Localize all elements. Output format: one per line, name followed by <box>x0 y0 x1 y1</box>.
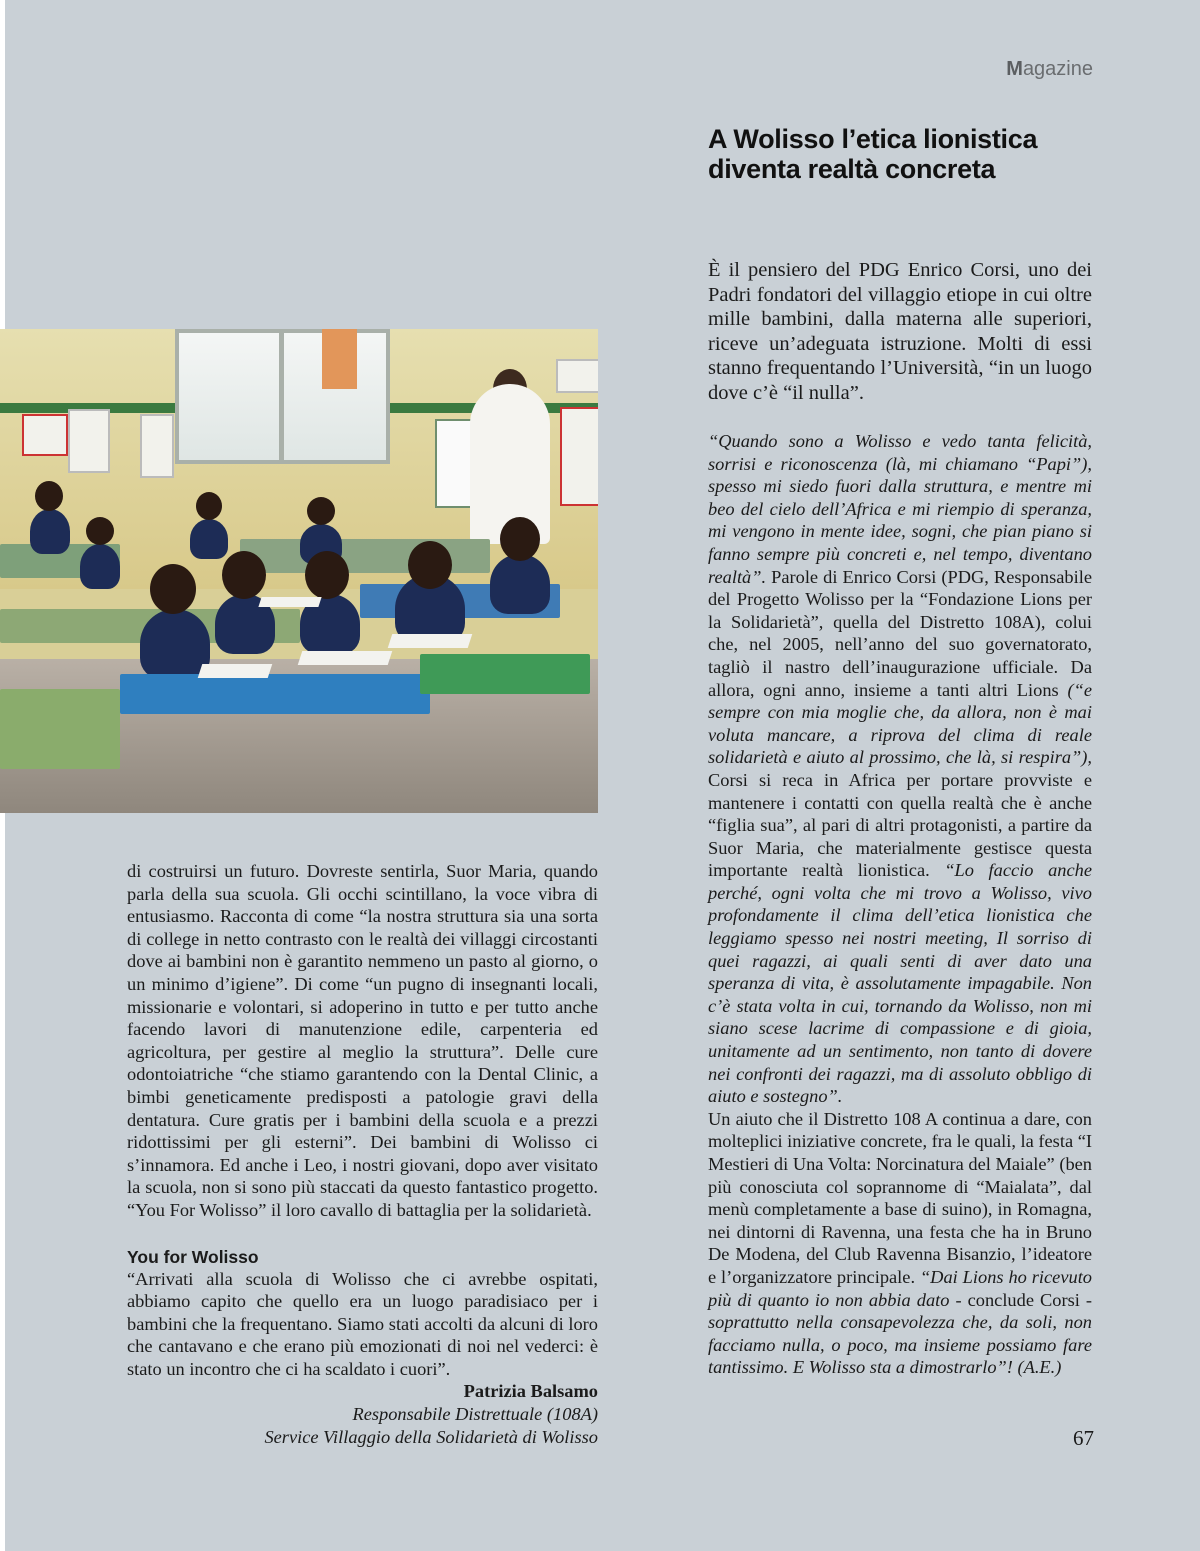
corsi-quote-3: “Lo faccio anche perché, ogni volta che mi trovo a Wolisso, vivo profondamente il clima dell’etica lionistica che leggiamo spesso nei nostri meeting, Il sorriso di quei ragazzi, ai quali senti di aver dato una speranza di vita, è assolutamente impagabile. Non c’è stata volta in cui, tornando da Wolisso, non mi siano scese lacrime di compassione e di gioia, unitamente ad un sentimento, non tanto di dovere nei confronti dei ragazzi, ma di assoluto obbligo di aiuto e sostegno”. <box>708 860 1092 1107</box>
right-para2-quote-2: soprattutto nella consapevolezza che, da soli, non facciamo nulla, o poco, ma insieme possiamo fare tantissimo. E Wolisso sta a dimostrarlo”! (A.E.) <box>708 1312 1092 1378</box>
signature <box>127 1380 598 1448</box>
corsi-quote-1: “Quando sono a Wolisso e vedo tanta felicità, sorrisi e riconoscenza (là, mi chiamano “Papi”), spesso mi siedo fuori dalla struttura, e mentre mi beo del cielo dell’Africa e mi riempio di speranza, mi vengono in mente idee, sogni, che pian piano si fanno sempre più concreti e, nel tempo, diventano realtà”. <box>708 431 1092 587</box>
right-column <box>708 430 1092 1379</box>
headline-line-1: A Wolisso l’etica lionistica <box>708 124 1038 154</box>
right-para2-mid: - conclude Corsi - <box>949 1289 1092 1310</box>
intro-paragraph: È il pensiero del PDG Enrico Corsi, uno dei Padri fondatori del villaggio etiope in cui oltre mille bambini, dalla materna alle superiori, riceve un’adeguata istruzione. Molti di essi stanno frequentando l’Università, “in un luogo dove c’è “il nulla”. <box>708 259 1092 404</box>
signature-role-2: Service Villaggio della Solidarietà di Wolisso <box>264 1426 598 1447</box>
right-paragraph-2 <box>708 1108 1092 1379</box>
signature-name: Patrizia Balsamo <box>463 1381 598 1402</box>
corsi-quote-2: (“e sempre con mia moglie che, da allora, non è mai voluta mancare, a riprova del clima di reale solidarietà e aiuto al prossimo, che là, si respira”), <box>708 679 1092 768</box>
right-para2-quote-1: “Dai Lions ho ricevuto più di quanto io non abbia dato <box>708 1266 1092 1310</box>
headline-line-2: diventa realtà concreta <box>708 154 996 184</box>
right-para2-text: Un aiuto che il Distretto 108 A continua a dare, con molteplici iniziative concrete, fra le quali, la festa “I Mestieri di Una Volta: Norcinatura del Maiale” (ben più conosciuta col soprannome di “Maialata”, dal menù completamente a base di suino), in Romagna, nei dintorni di Ravenna, una festa che ha in Bruno De Modena, del Club Ravenna Bisanzio, l’ideatore e l’organizzatore principale. <box>708 1108 1092 1287</box>
left-column <box>127 860 598 1448</box>
classroom-photo <box>0 329 598 813</box>
signature-role-1: Responsabile Distrettuale (108A) <box>352 1404 598 1425</box>
page-number: 67 <box>1073 1426 1094 1450</box>
left-paragraph-1: di costruirsi un futuro. Dovreste sentirla, Suor Maria, quando parla della sua scuola. Gli occhi scintillano, la voce vibra di entusiasmo. Racconta di come “la nostra struttura sia una sorta di college in netto contrasto con le realtà dei villaggi circostanti dove ai bambini non è garantito nemmeno un pasto al giorno, o un minimo d’igiene”. Di come “un pugno di insegnanti locali, missionarie e volontari, si adoperino in tutto e per tutto anche facendo lavori di manutenzione edile, carpenteria ed agricoltura, per gestire al meglio la struttura”. Delle cure odontoiatriche “che stiamo garantendo con la Dental Clinic, a bimbi geneticamente predisposti a patologie gravi della dentatura. Cure gratis per i bambini della scuola e a prezzi ridottissimi per gli esterni”. Dei bambini di Wolisso ci s’innamora. Ed anche i Leo, i nostri giovani, dopo aver visitato la scuola, non si sono più staccati da questo fantastico progetto. “You For Wolisso” il loro cavallo di battaglia per la solidarietà. <box>127 861 598 1220</box>
right-text-1: Parole di Enrico Corsi (PDG, Responsabile del Progetto Wolisso per la “Fondazione Lions per la Solidarietà”, quella del Distretto 108A), colui che, nel 2005, nell’anno del suo governatorato, tagliò il nastro dell’inaugurazione ufficiale. Da allora, ogni anno, insieme a tanti altri Lions <box>708 566 1092 700</box>
article-headline <box>708 124 1108 184</box>
left-paragraph-2: “Arrivati alla scuola di Wolisso che ci avrebbe ospitati, abbiamo capito che quello era un luogo paradisiaco per i bambini che la frequentano. Siamo stati accolti da alcuni di loro che cantavano e che erano più emozionati di noi nel vederci: è stato un incontro che ci ha scaldato i cuori”. <box>127 1268 598 1379</box>
section-subhead: You for Wolisso <box>127 1246 259 1267</box>
right-text-2: Corsi si reca in Africa per portare provviste e mantenere i contatti con quella realtà che è anche “figlia sua”, al pari di altri protagonisti, a partire da Suor Maria, che materialmente gestisce questa importante realtà lionistica. <box>708 769 1092 881</box>
section-label: Magazine <box>1006 58 1093 80</box>
right-paragraph-1 <box>708 430 1092 1108</box>
